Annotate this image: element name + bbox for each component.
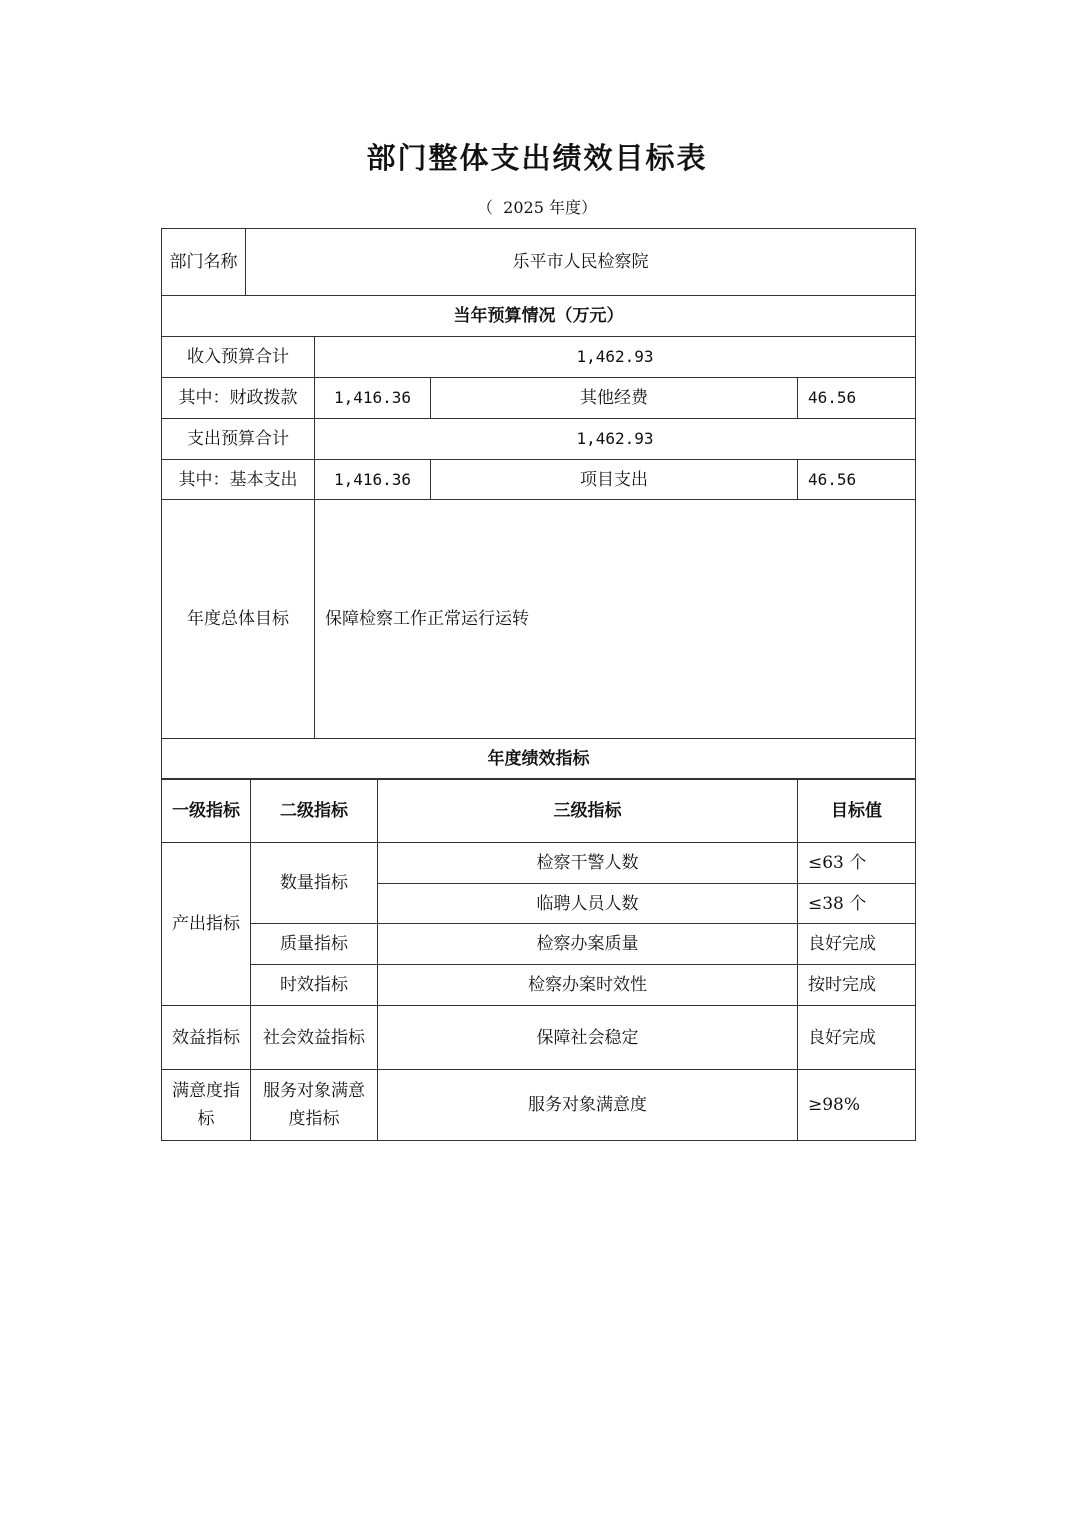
- basic-label: 其中：基本支出: [162, 460, 315, 500]
- goal-row: [162, 500, 916, 739]
- target-cell: 良好完成: [798, 1006, 916, 1070]
- column-header-level1: 一级指标: [162, 779, 251, 843]
- level2-social-benefit: 社会效益指标: [251, 1006, 378, 1070]
- indicators-table: [161, 778, 916, 1141]
- income-total-row: [162, 337, 916, 378]
- table-row: [162, 1006, 916, 1070]
- indicators-header: 年度绩效指标: [162, 739, 916, 780]
- target-cell: ≤63 个: [798, 843, 916, 884]
- level3-cell: 保障社会稳定: [378, 1006, 798, 1070]
- indicators-column-header-row: [162, 779, 916, 843]
- level2-service-satisfaction: 服务对象满意度指标: [251, 1070, 378, 1141]
- level3-cell: 检察干警人数: [378, 843, 798, 884]
- target-cell: ≥98%: [798, 1070, 916, 1141]
- other-label: 其他经费: [431, 378, 798, 419]
- table-row: [162, 924, 916, 965]
- page-subtitle: （ 2025 年度）: [477, 198, 597, 217]
- page-title: 部门整体支出绩效目标表: [366, 141, 708, 175]
- indicators-header-row: [162, 739, 916, 780]
- income-total-label: 收入预算合计: [162, 337, 315, 378]
- level2-quantity: 数量指标: [251, 843, 378, 924]
- table-row: [162, 965, 916, 1006]
- level3-cell: 临聘人员人数: [378, 884, 798, 924]
- expense-total-label: 支出预算合计: [162, 419, 315, 460]
- goal-value: 保障检察工作正常运行运转: [315, 500, 916, 739]
- department-value: 乐平市人民检察院: [246, 229, 916, 296]
- fiscal-label: 其中：财政拨款: [162, 378, 315, 419]
- project-value: 46.56: [798, 460, 916, 500]
- level1-output: 产出指标: [162, 843, 251, 1006]
- budget-header: 当年预算情况（万元）: [162, 296, 916, 337]
- basic-value: 1,416.36: [315, 460, 431, 500]
- level3-cell: 服务对象满意度: [378, 1070, 798, 1141]
- department-row: [162, 229, 916, 296]
- income-total-value: 1,462.93: [315, 337, 916, 378]
- target-cell: ≤38 个: [798, 884, 916, 924]
- goal-label: 年度总体目标: [162, 500, 315, 739]
- target-cell: 按时完成: [798, 965, 916, 1006]
- target-cell: 良好完成: [798, 924, 916, 965]
- department-label: 部门名称: [162, 229, 246, 296]
- level2-timeliness: 时效指标: [251, 965, 378, 1006]
- expense-total-row: [162, 419, 916, 460]
- table-row: [162, 843, 916, 884]
- budget-header-row: [162, 296, 916, 337]
- table-row: [162, 1070, 916, 1141]
- budget-table: [161, 228, 916, 780]
- column-header-level3: 三级指标: [378, 779, 798, 843]
- basic-row: [162, 460, 916, 500]
- column-header-target: 目标值: [798, 779, 916, 843]
- expense-total-value: 1,462.93: [315, 419, 916, 460]
- level1-satisfaction: 满意度指标: [162, 1070, 251, 1141]
- fiscal-value: 1,416.36: [315, 378, 431, 419]
- other-value: 46.56: [798, 378, 916, 419]
- level3-cell: 检察办案时效性: [378, 965, 798, 1006]
- level1-benefit: 效益指标: [162, 1006, 251, 1070]
- level2-quality: 质量指标: [251, 924, 378, 965]
- level3-cell: 检察办案质量: [378, 924, 798, 965]
- fiscal-row: [162, 378, 916, 419]
- project-label: 项目支出: [431, 460, 798, 500]
- column-header-level2: 二级指标: [251, 779, 378, 843]
